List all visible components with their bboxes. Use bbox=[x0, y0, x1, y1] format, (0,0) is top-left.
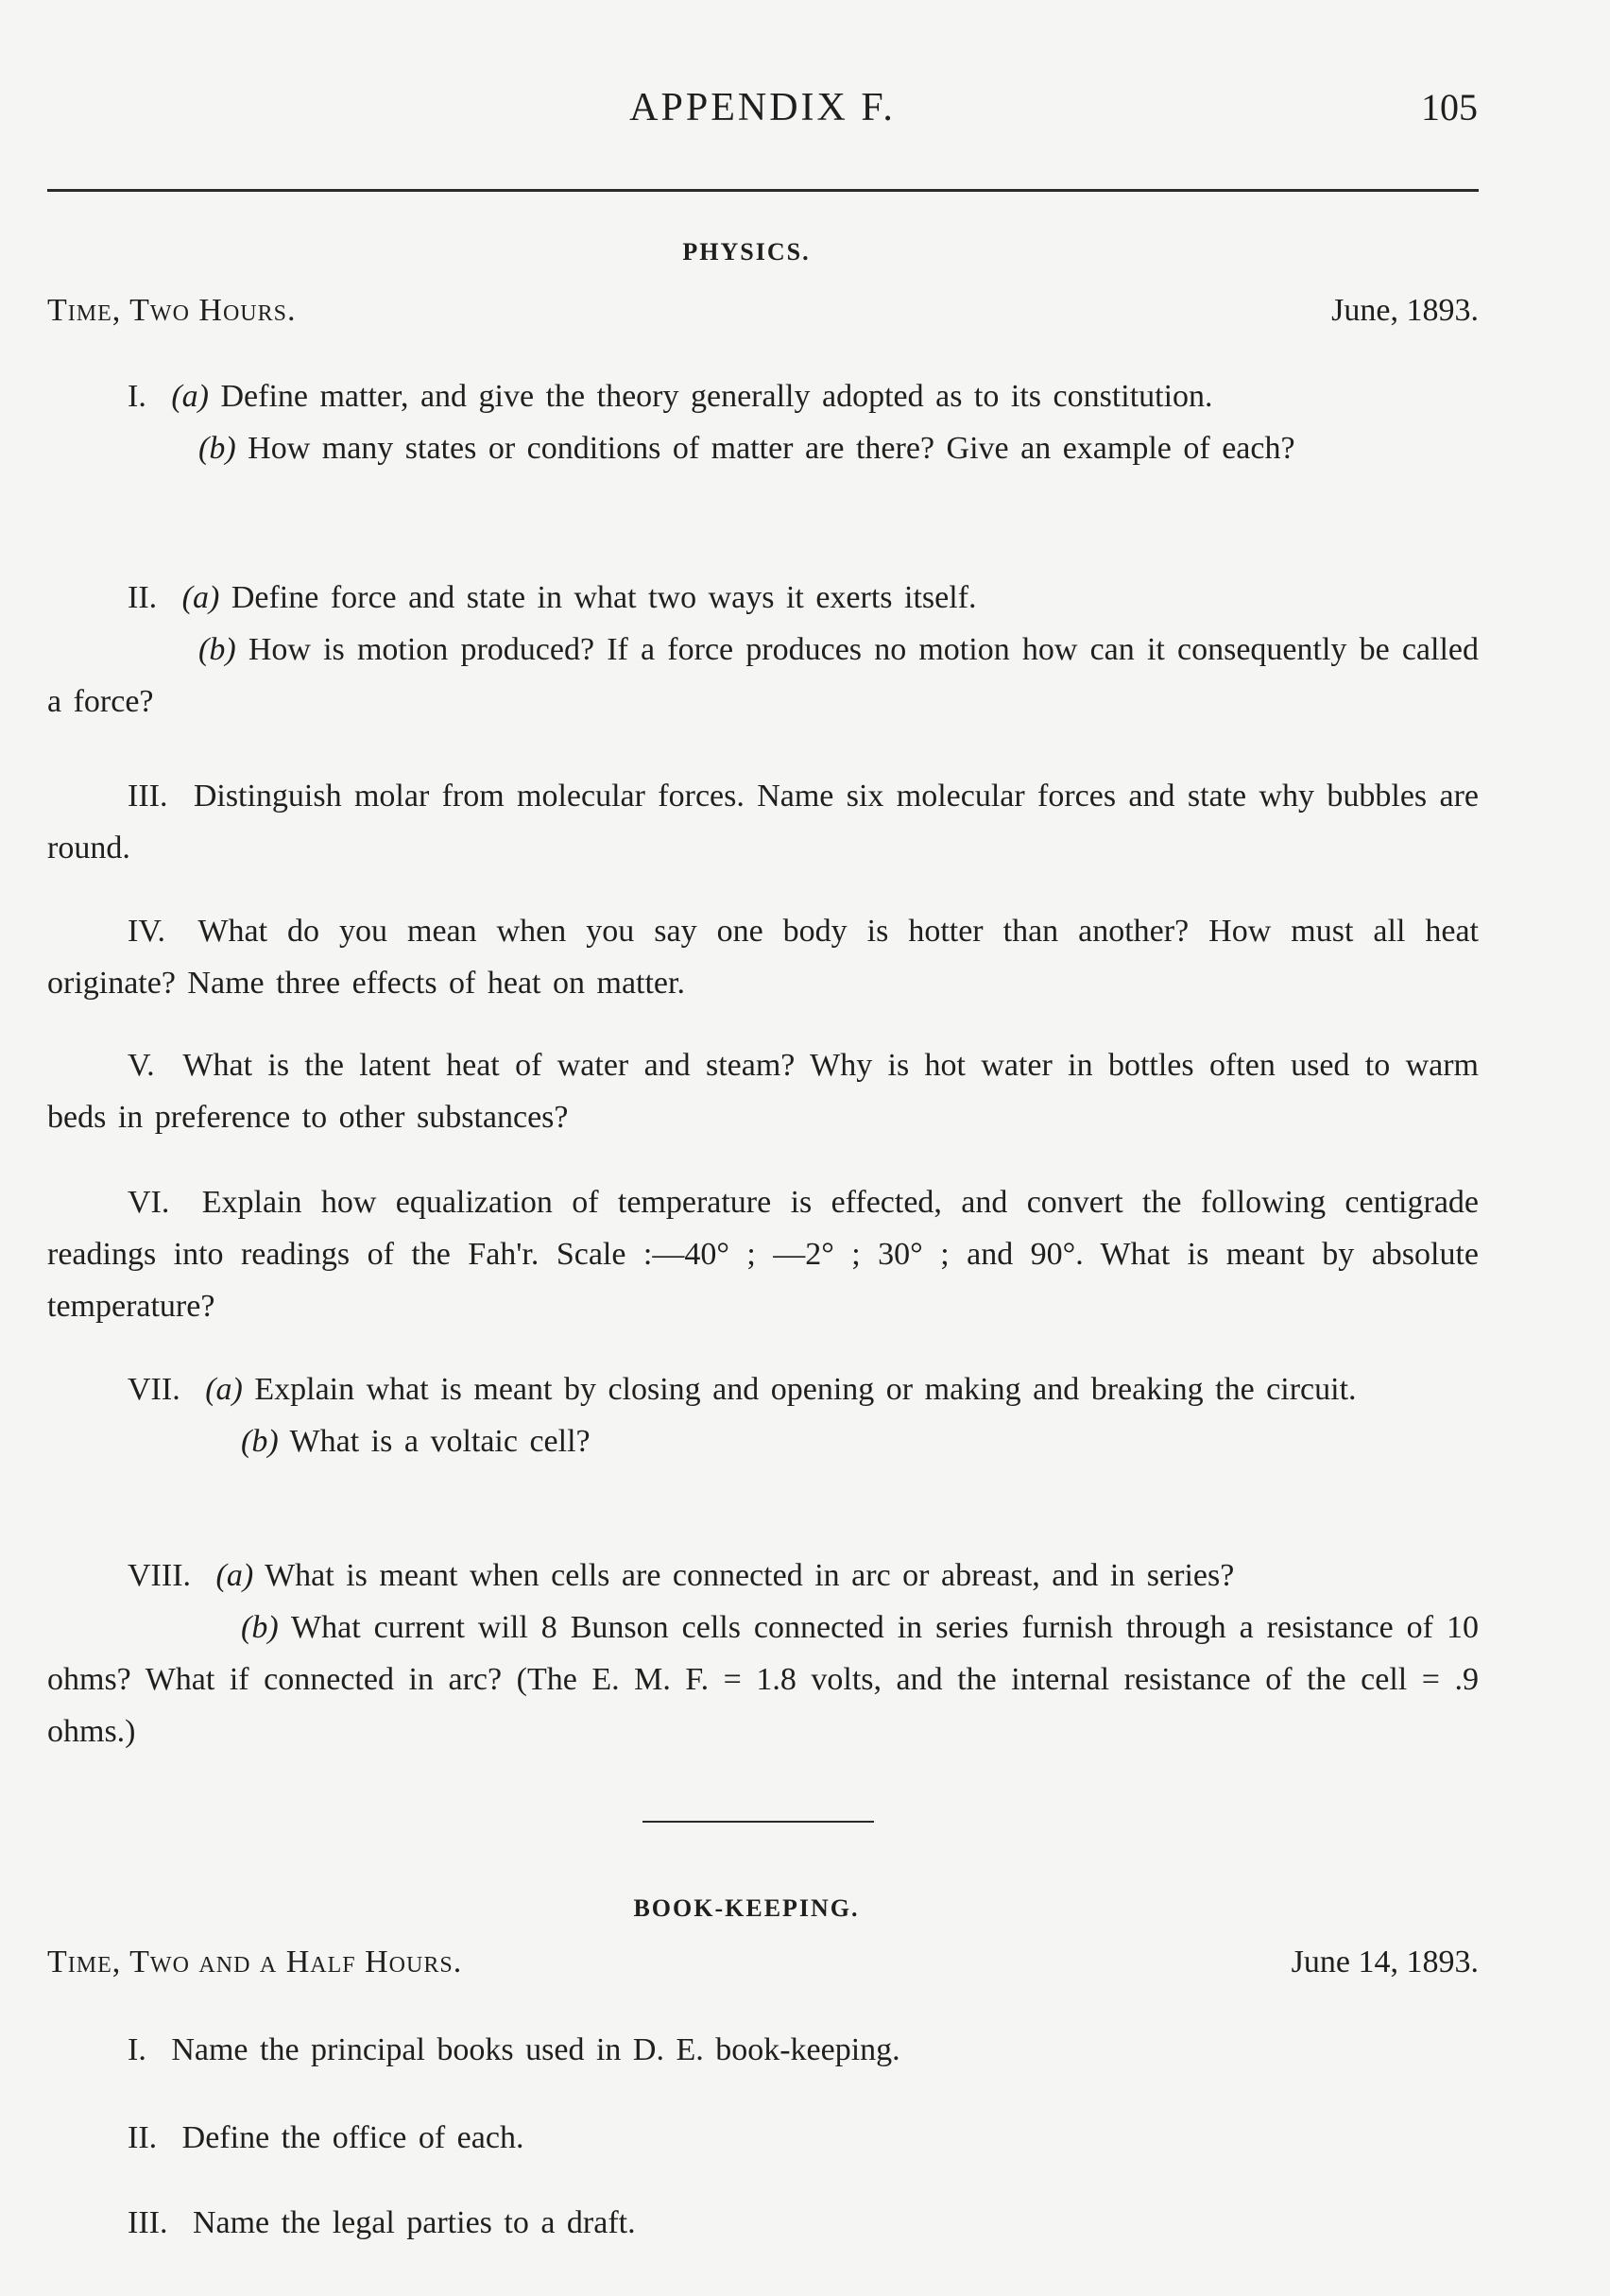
question-text: Explain how equalization of temperature is effected, and convert the following centigrade readings into readings of the Fah'r. Scale :—40° ; —2° ; 30° ; and 90°. What is meant by absolute temperature? bbox=[47, 1185, 1479, 1324]
part-text: Define force and state in what two ways it exerts itself. bbox=[231, 580, 977, 615]
bookkeeping-time-label: Time, Two and a Half Hours. bbox=[47, 1945, 463, 1979]
question-text: Distinguish molar from molecular forces. Name six molecular forces and state why bubbles are round. bbox=[47, 779, 1480, 865]
part-text: Define matter, and give the theory generally adopted as to its constitution. bbox=[220, 379, 1213, 414]
physics-question-1 bbox=[47, 370, 1479, 474]
part-label: (b) bbox=[198, 431, 236, 466]
part-text: What is a voltaic cell? bbox=[289, 1424, 591, 1459]
question-number: VI. bbox=[128, 1185, 170, 1220]
question-number: III. bbox=[128, 779, 168, 814]
part-label: (a) bbox=[181, 580, 220, 615]
bookkeeping-question-3 bbox=[47, 2197, 1479, 2249]
question-number: I. bbox=[128, 379, 146, 414]
question-number: I. bbox=[128, 2032, 146, 2067]
physics-question-6 bbox=[47, 1176, 1479, 1332]
question-number: III. bbox=[128, 2205, 168, 2240]
part-text: What is meant when cells are connected in arc or abreast, and in series? bbox=[265, 1558, 1235, 1593]
bookkeeping-time-line bbox=[47, 1945, 1479, 1980]
part-text: Explain what is meant by closing and opening or making and breaking the circuit. bbox=[254, 1372, 1357, 1407]
question-text: Name the principal books used in D. E. book-keeping. bbox=[171, 2032, 900, 2067]
physics-question-8 bbox=[47, 1550, 1479, 1757]
part-text: How many states or conditions of matter are there? Give an example of each? bbox=[248, 431, 1295, 466]
part-label: (b) bbox=[198, 632, 236, 667]
part-label: (b) bbox=[241, 1610, 279, 1645]
question-number: IV. bbox=[128, 914, 165, 949]
running-title: APPENDIX F. bbox=[629, 86, 896, 129]
page-header bbox=[47, 85, 1478, 142]
physics-question-4 bbox=[47, 905, 1479, 1009]
physics-date: June, 1893. bbox=[1331, 293, 1479, 328]
bookkeeping-question-1 bbox=[47, 2024, 1479, 2076]
header-rule bbox=[47, 189, 1479, 192]
question-text: What do you mean when you say one body is hotter than another? How must all heat originate? Name three effects of heat on matter. bbox=[47, 914, 1480, 1001]
question-number: V. bbox=[128, 1048, 155, 1083]
physics-question-7 bbox=[47, 1363, 1479, 1467]
section-divider bbox=[642, 1821, 874, 1823]
question-number: II. bbox=[128, 580, 158, 615]
physics-section-title: PHYSICS. bbox=[682, 238, 811, 266]
question-text: What is the latent heat of water and steam? Why is hot water in bottles often used to warm beds in preference to other substances? bbox=[47, 1048, 1480, 1135]
question-number: VII. bbox=[128, 1372, 180, 1407]
part-label: (a) bbox=[171, 379, 209, 414]
physics-question-5 bbox=[47, 1039, 1479, 1143]
question-text: Name the legal parties to a draft. bbox=[192, 2205, 636, 2240]
bookkeeping-section-title: BOOK-KEEPING. bbox=[633, 1894, 860, 1922]
part-text: How is motion produced? If a force produces no motion how can it consequently be called a force? bbox=[47, 632, 1479, 719]
part-label: (b) bbox=[241, 1424, 279, 1459]
bookkeeping-question-2 bbox=[47, 2112, 1479, 2164]
question-text: Define the office of each. bbox=[181, 2120, 524, 2155]
bookkeeping-date: June 14, 1893. bbox=[1291, 1945, 1479, 1979]
part-label: (a) bbox=[205, 1372, 243, 1407]
physics-question-2 bbox=[47, 572, 1479, 728]
part-label: (a) bbox=[215, 1558, 254, 1593]
question-number: VIII. bbox=[128, 1558, 192, 1593]
part-text: What current will 8 Bunson cells connected in series furnish through a resistance of 10 ohms? What if connected in arc? (The E. M. F. = 1.8 volts, and the internal resistance of the cell = .9 ohms.) bbox=[47, 1610, 1479, 1749]
question-number: II. bbox=[128, 2120, 158, 2155]
physics-time-line bbox=[47, 293, 1479, 329]
physics-question-3 bbox=[47, 770, 1479, 874]
page-number: 105 bbox=[1421, 86, 1478, 129]
physics-time-label: Time, Two Hours. bbox=[47, 293, 297, 328]
